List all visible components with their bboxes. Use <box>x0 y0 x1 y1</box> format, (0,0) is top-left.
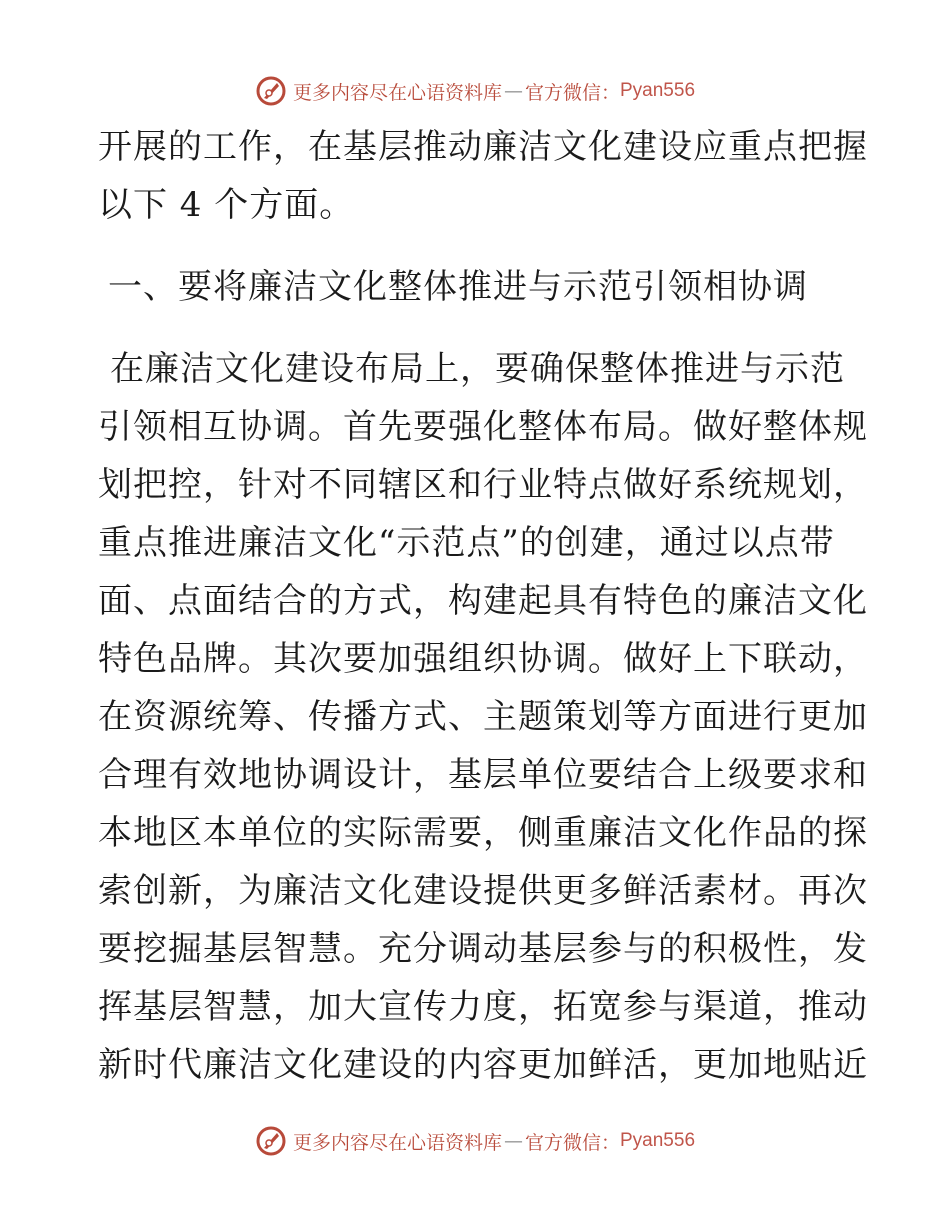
paragraph-line: 在廉洁文化建设布局上，要确保整体推进与示范 <box>110 349 845 389</box>
paragraph-line: 划把控，针对不同辖区和行业特点做好系统规划， <box>98 465 868 505</box>
intro-line: 开展的工作，在基层推动廉洁文化建设应重点把握 <box>98 127 868 167</box>
section-heading: 一、要将廉洁文化整体推进与示范引领相协调 <box>108 267 808 307</box>
document-body <box>98 118 868 1094</box>
paragraph-line: 新时代廉洁文化建设的内容更加鲜活，更加地贴近 <box>98 1045 868 1085</box>
feather-circle-logo-icon <box>255 75 287 107</box>
paragraph-line: 本地区本单位的实际需要，侧重廉洁文化作品的探 <box>98 813 868 853</box>
watermark-wechat-id: Pyan556 <box>620 1130 696 1151</box>
watermark-separator: — <box>503 80 523 102</box>
footer-watermark <box>0 1121 950 1161</box>
header-watermark <box>0 71 950 111</box>
paragraph-line: 特色品牌。其次要加强组织协调。做好上下联动， <box>98 639 868 679</box>
watermark-wechat-label: 官方微信： <box>524 81 620 104</box>
watermark-wechat-label: 官方微信： <box>524 1131 620 1154</box>
watermark-site-text: 更多内容尽在心语资料库 <box>292 1131 502 1154</box>
paragraph-line: 引领相互协调。首先要强化整体布局。做好整体规 <box>98 407 868 447</box>
paragraph-line: 合理有效地协调设计，基层单位要结合上级要求和 <box>98 755 868 795</box>
watermark-wechat-id: Pyan556 <box>620 80 696 101</box>
paragraph-line: 挥基层智慧，加大宣传力度，拓宽参与渠道，推动 <box>98 987 868 1027</box>
paragraph-line: 在资源统筹、传播方式、主题策划等方面进行更加 <box>98 697 868 737</box>
paragraph-line: 面、点面结合的方式，构建起具有特色的廉洁文化 <box>98 581 868 621</box>
paragraph-line: 要挖掘基层智慧。充分调动基层参与的积极性，发 <box>98 929 868 969</box>
feather-circle-logo-icon <box>255 1125 287 1157</box>
paragraph-line: 索创新，为廉洁文化建设提供更多鲜活素材。再次 <box>98 871 868 911</box>
watermark-site-text: 更多内容尽在心语资料库 <box>292 81 502 104</box>
intro-line: 以下 4 个方面。 <box>98 185 355 225</box>
paragraph-line: 重点推进廉洁文化“示范点”的创建，通过以点带 <box>98 523 835 563</box>
watermark-separator: — <box>503 1130 523 1152</box>
